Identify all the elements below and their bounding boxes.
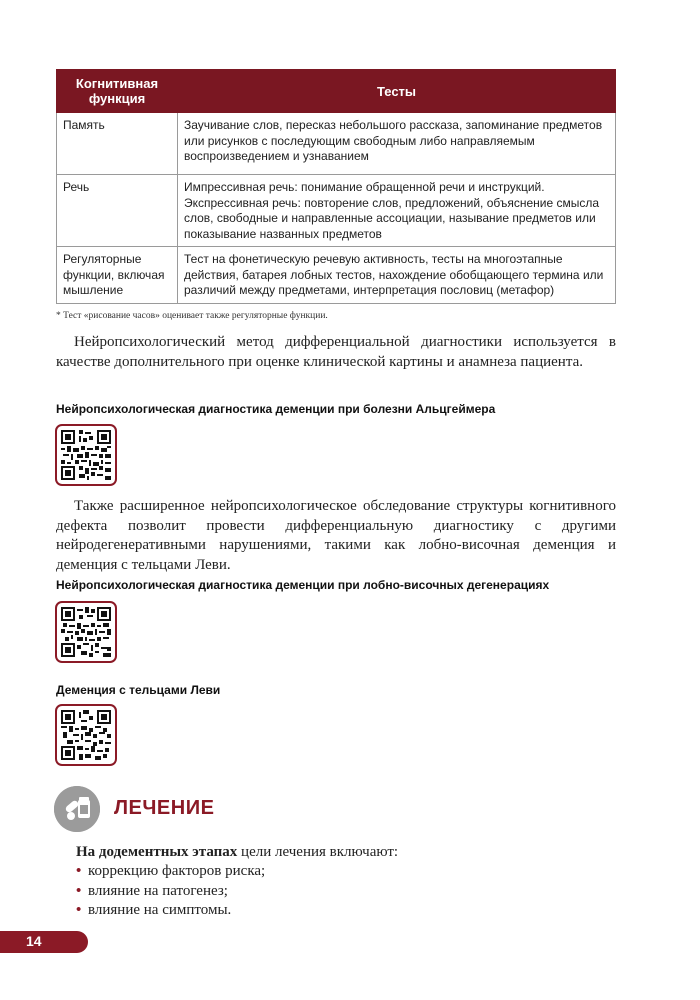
bullet-icon: • bbox=[76, 902, 82, 918]
pills-icon bbox=[54, 786, 100, 832]
qr-code-icon bbox=[61, 710, 111, 760]
cell-function: Память bbox=[57, 113, 178, 175]
list-item-text: влияние на патогенез; bbox=[88, 882, 228, 899]
cognitive-tests-table bbox=[56, 69, 616, 304]
header-tests: Тесты bbox=[178, 70, 616, 113]
paragraph-extended-examination: Также расширенное нейропсихологическое обследование структуры когнитивного дефекта позволит провести дифференциальную диагностику с другими нейродегенеративными нарушениями, такими как лобно-височная деменция и деменция с тельцами Леви. bbox=[56, 498, 616, 573]
bullet-icon: • bbox=[76, 863, 82, 879]
subheading-alzheimer: Нейропсихологическая диагностика деменции при болезни Альцгеймера bbox=[56, 402, 496, 416]
cell-function: Речь bbox=[57, 175, 178, 247]
paragraph-differential-diagnosis: Нейропсихологический метод дифференциальной диагностики используется в качестве дополнительного при оценке клинической картины и анамнеза пациента. bbox=[56, 334, 616, 370]
list-item bbox=[76, 862, 265, 882]
page-number-tab bbox=[0, 931, 88, 953]
header-cognitive-function: Когнитивная функция bbox=[57, 70, 178, 113]
qr-code-lewy-bodies[interactable] bbox=[55, 704, 117, 766]
pills-icon-graphic bbox=[54, 786, 100, 832]
cell-tests: Тест на фонетическую речевую активность, тесты на многоэтапные действия, батарея лобных тестов, нахождение обобщающего термина или различий между предметами, интерпретация пословиц (метафор) bbox=[178, 247, 616, 304]
list-item bbox=[76, 901, 265, 921]
table-footnote: * Тест «рисование часов» оценивает также регуляторные функции. bbox=[56, 311, 328, 321]
qr-code-frontotemporal[interactable] bbox=[55, 601, 117, 663]
cell-function: Регуляторные функции, включая мышление bbox=[57, 247, 178, 304]
treatment-intro-rest: цели лечения включают: bbox=[237, 844, 399, 860]
list-item-text: коррекцию факторов риска; bbox=[88, 863, 266, 879]
treatment-goals-list bbox=[76, 862, 265, 921]
table-header-row bbox=[57, 70, 616, 113]
table-row bbox=[57, 247, 616, 304]
page-number: 14 bbox=[26, 933, 42, 949]
cell-tests: Импрессивная речь: понимание обращенной речи и инструкций. Экспрессивная речь: повторение слов, предложений, объяснение смысла слов, свободные и направленные ассоциации, называние предметов или показывание названных предметов bbox=[178, 175, 616, 247]
qr-code-icon bbox=[61, 430, 111, 480]
subheading-frontotemporal: Нейропсихологическая диагностика деменции при лобно-височных дегенерациях bbox=[56, 578, 550, 592]
section-title-treatment: ЛЕЧЕНИЕ bbox=[114, 797, 215, 819]
table-row bbox=[57, 113, 616, 175]
qr-code-icon bbox=[61, 607, 111, 657]
subheading-lewy-bodies: Деменция с тельцами Леви bbox=[56, 683, 221, 697]
table-row bbox=[57, 175, 616, 247]
list-item-text: влияние на симптомы. bbox=[88, 902, 232, 918]
qr-code-alzheimer[interactable] bbox=[55, 424, 117, 486]
list-item bbox=[76, 882, 265, 902]
treatment-intro bbox=[76, 843, 398, 862]
bullet-icon: • bbox=[76, 882, 82, 899]
cell-tests: Заучивание слов, пересказ небольшого рассказа, запоминание предметов или рисунков с последующим свободным либо направляемым воспроизведением и узнаванием bbox=[178, 113, 616, 175]
treatment-intro-bold: На додементных этапах bbox=[76, 844, 238, 860]
